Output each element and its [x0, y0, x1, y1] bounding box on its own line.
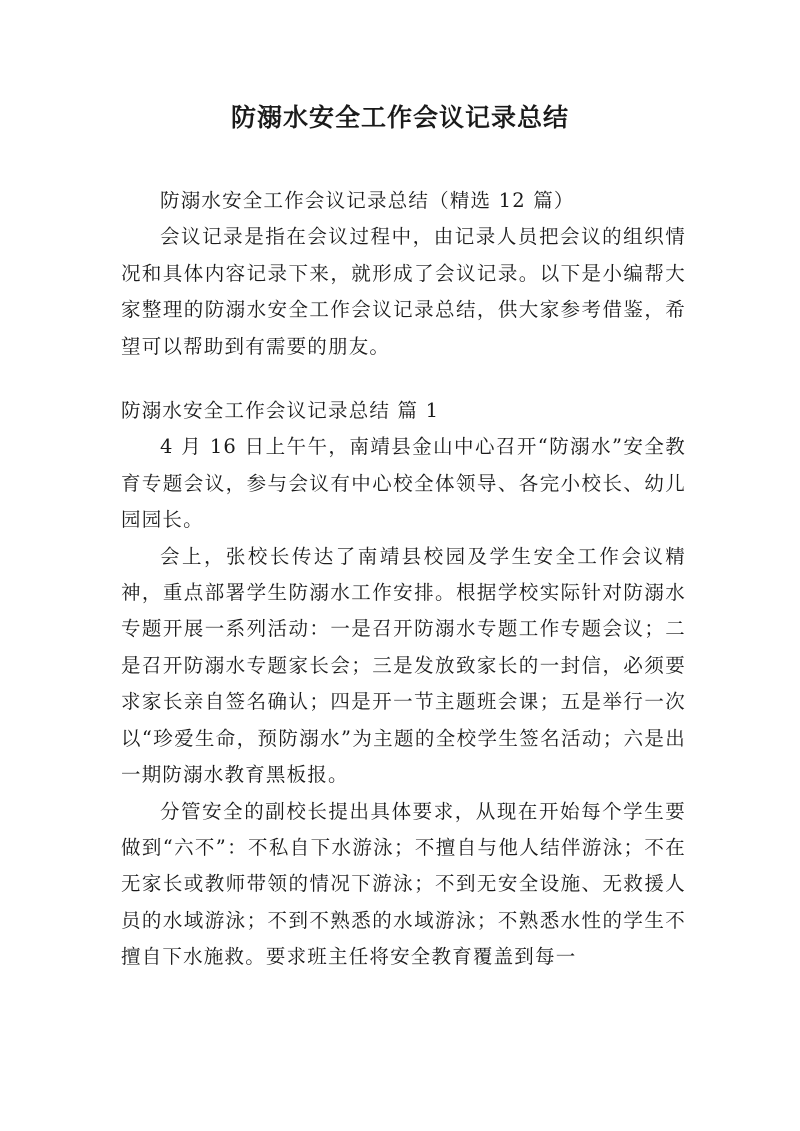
intro-paragraph: 会议记录是指在会议过程中，由记录人员把会议的组织情况和具体内容记录下来，就形成了会议记录。以下是小编帮大家整理的防溺水安全工作会议记录总结，供大家参考借鉴，希望可以帮助到有需要的朋友。 [121, 225, 686, 358]
body-paragraph: 4 月 16 日上午午，南靖县金山中心召开“防溺水”安全教育专题会议，参与会议有中心校全体领导、各完小校长、幼儿园园长。 [121, 435, 686, 532]
body-paragraph: 分管安全的副校长提出具体要求，从现在开始每个学生要做到“六不”：不私自下水游泳；不擅自与他人结伴游泳；不在无家长或教师带领的情况下游泳；不到无安全设施、无救援人员的水域游泳；不到不熟悉的水域游泳；不熟悉水性的学生不擅自下水施救。要求班主任将安全教育覆盖到每一 [121, 799, 686, 969]
body-paragraph: 会上，张校长传达了南靖县校园及学生安全工作会议精神，重点部署学生防溺水工作安排。根据学校实际针对防溺水专题开展一系列活动：一是召开防溺水专题工作专题会议；二是召开防溺水专题家长会；三是发放致家长的一封信，必须要求家长亲自签名确认；四是开一节主题班会课；五是举行一次以“珍爱生命，预防溺水”为主题的全校学生签名活动；六是出一期防溺水教育黑板报。 [121, 544, 686, 787]
document-title: 防溺水安全工作会议记录总结 [230, 103, 569, 132]
section-heading: 防溺水安全工作会议记录总结 篇 1 [121, 399, 440, 423]
document-body [121, 183, 686, 976]
document-subtitle: 防溺水安全工作会议记录总结（精选 12 篇） [160, 189, 575, 212]
